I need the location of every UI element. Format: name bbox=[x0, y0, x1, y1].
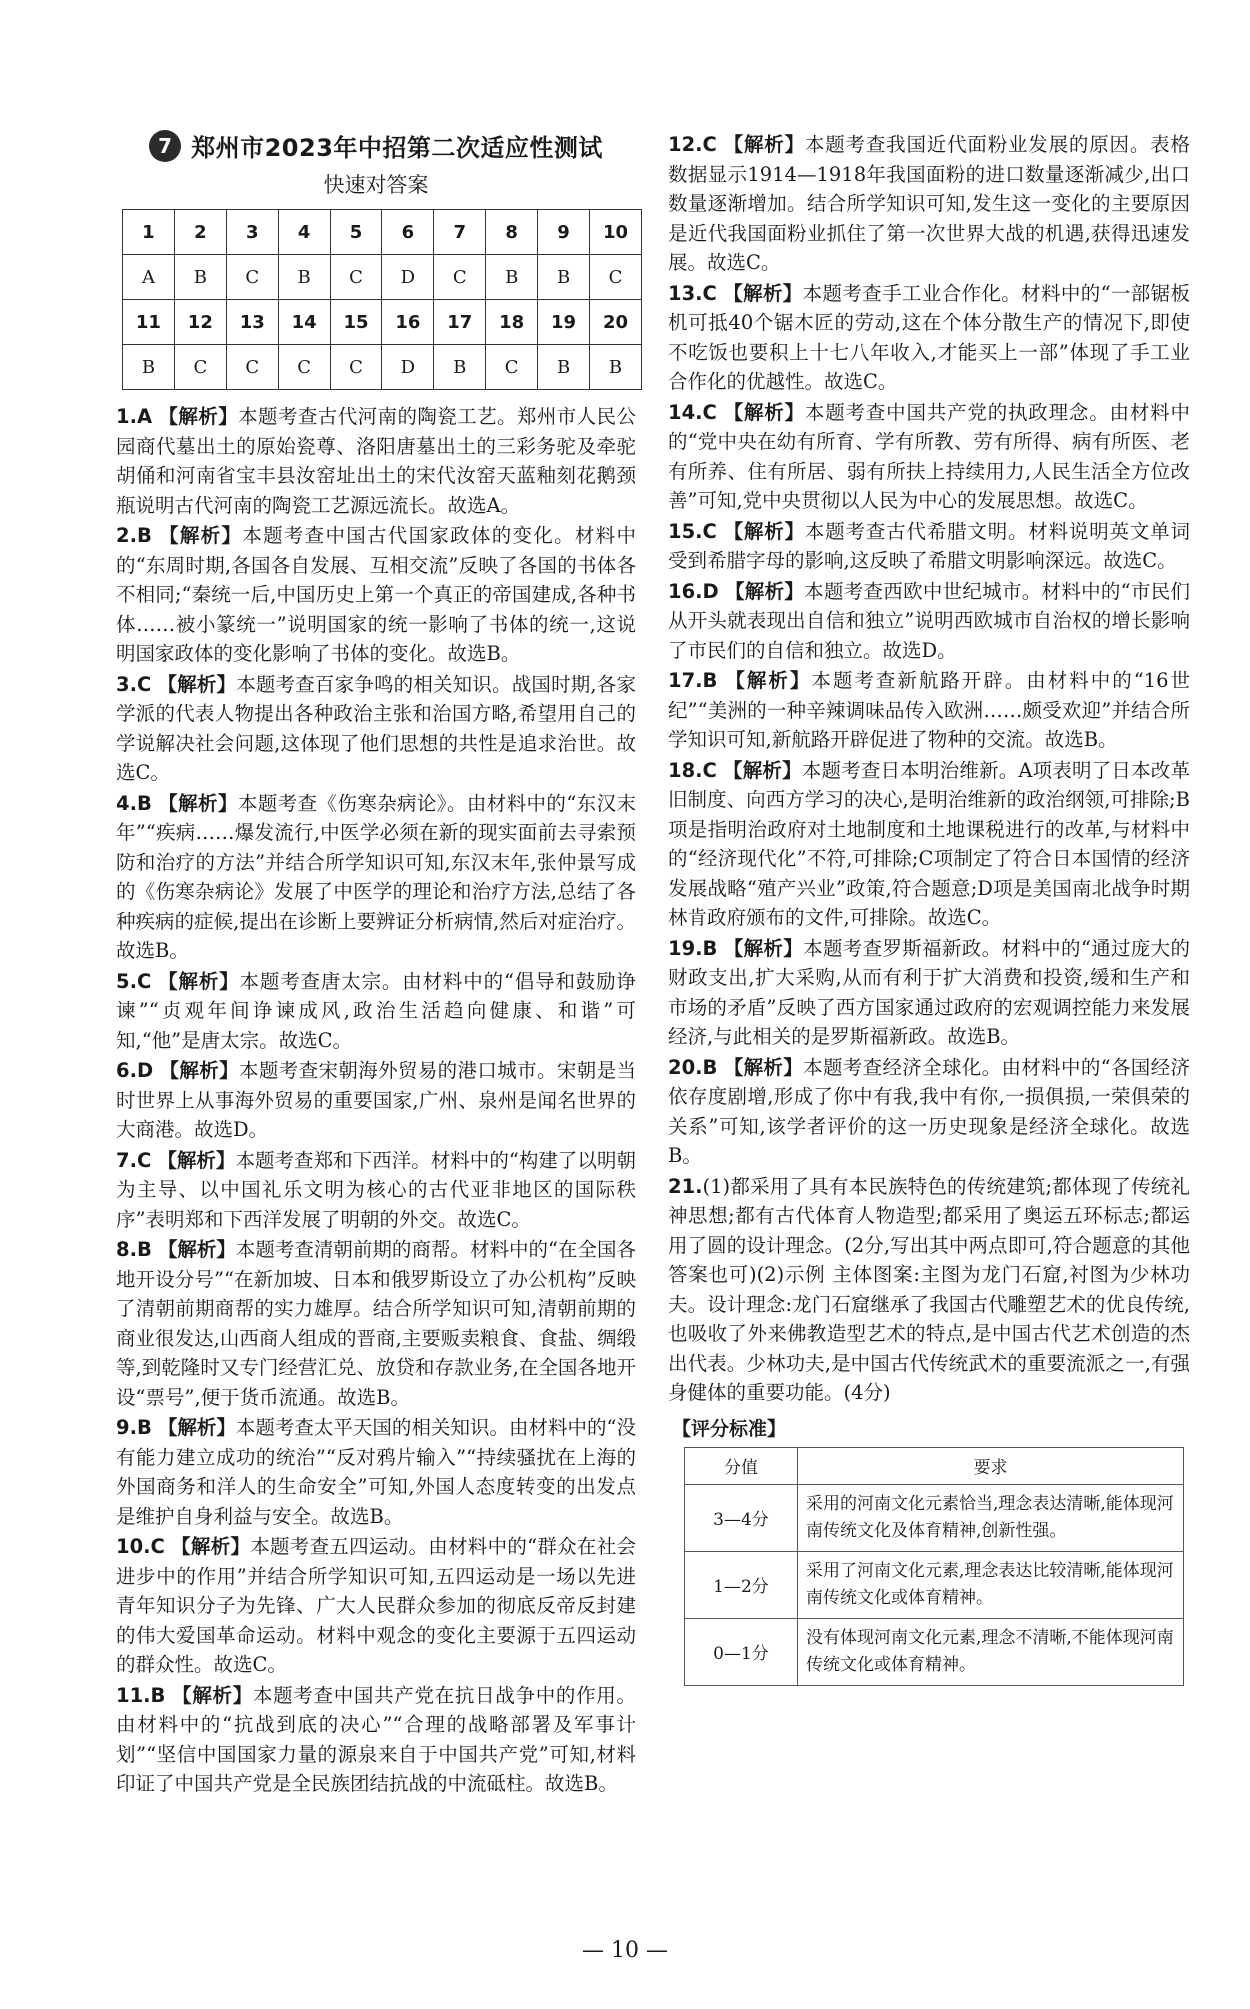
question-number-cell: 3 bbox=[226, 210, 278, 255]
answer-letter: B bbox=[150, 1683, 166, 1707]
analysis-tag: 【解析】 bbox=[157, 1416, 236, 1439]
answer-letter: C bbox=[702, 519, 717, 543]
question-number-cell: 8 bbox=[486, 210, 538, 255]
right-column bbox=[668, 130, 1190, 1686]
question-number-cell: 11 bbox=[123, 300, 175, 345]
answer-letter: C bbox=[150, 1535, 165, 1558]
answer-letter: C bbox=[136, 672, 152, 696]
answer-letter-row bbox=[123, 345, 642, 390]
page-subtitle: 快速对答案 bbox=[323, 173, 429, 197]
question-number: 13. bbox=[668, 281, 703, 305]
analysis-tag: 【解析】 bbox=[157, 791, 238, 815]
analysis-tag: 【解析】 bbox=[171, 1683, 253, 1707]
explanation-item bbox=[116, 1413, 636, 1531]
analysis-tag: 【解析】 bbox=[157, 1238, 236, 1261]
explanation-item bbox=[116, 402, 636, 520]
question-number-cell: 15 bbox=[330, 300, 382, 345]
answer-letter: B bbox=[136, 1416, 152, 1439]
answer-number-row bbox=[123, 300, 642, 345]
analysis-tag: 【解析】 bbox=[157, 672, 237, 696]
score-requirement: 采用了河南文化元素,理念表达比较清晰,能体现河南传统文化或体育精神。 bbox=[798, 1551, 1184, 1618]
analysis-tag: 【解析】 bbox=[722, 519, 805, 543]
answer-letter: C bbox=[702, 400, 717, 424]
question-number-cell: 2 bbox=[174, 210, 226, 255]
analysis-tag: 【解析】 bbox=[722, 281, 803, 305]
answer-cell: B bbox=[538, 255, 590, 300]
left-column bbox=[116, 128, 636, 1800]
answer-letter: B bbox=[702, 1055, 718, 1079]
question-number-cell: 9 bbox=[538, 210, 590, 255]
explanation-text: 本题考查宋朝海外贸易的港口城市。宋朝是当时世界上从事海外贸易的重要国家,广州、泉州是闻名世界的大商港。故选D。 bbox=[116, 1059, 636, 1141]
answer-cell: C bbox=[174, 345, 226, 390]
question-number: 7. bbox=[116, 1148, 137, 1172]
explanation-text: 本题考查清朝前期的商帮。材料中的“在全国各地开设分号”“在新加坡、日本和俄罗斯设立了办公机构”反映了清朝前期商帮的实力雄厚。结合所学知识可知,清朝前期的商业很发达,山西商人组成的晋商,主要贩卖粮食、食盐、绸缎等,到乾隆时又专门经营汇兑、放贷和存款业务,在全国各地开设“票号”,便于货币流通。故选B。 bbox=[116, 1238, 636, 1409]
score-requirement: 没有体现河南文化元素,理念不清晰,不能体现河南传统文化或体育精神。 bbox=[798, 1618, 1184, 1685]
question-number: 1. bbox=[116, 405, 137, 428]
question-number: 2. bbox=[116, 524, 137, 547]
question-number-cell: 18 bbox=[486, 300, 538, 345]
question-number: 4. bbox=[116, 791, 137, 815]
explanation-item bbox=[668, 666, 1190, 755]
question-number: 3. bbox=[116, 672, 137, 696]
answer-cell: D bbox=[382, 255, 434, 300]
question-number: 20. bbox=[668, 1055, 703, 1079]
analysis-tag: 【解析】 bbox=[722, 133, 805, 156]
analysis-tag: 【解析】 bbox=[723, 1055, 804, 1079]
explanation-text: 本题考查新航路开辟。由材料中的“16世纪”“美洲的一种辛辣调味品传入欧洲……颇受欢迎”并结合所学知识可知,新航路开辟促进了物种的交流。故选B。 bbox=[668, 669, 1190, 751]
explanation-item bbox=[668, 756, 1190, 933]
answer-cell: B bbox=[174, 255, 226, 300]
explanation-item bbox=[116, 1681, 636, 1799]
question-number-cell: 20 bbox=[590, 300, 642, 345]
explanation-text: 本题考查百家争鸣的相关知识。战国时期,各家学派的代表人物提出各种政治主张和治国方略,希望用自己的学说解决社会问题,这体现了他们思想的共性是追求治世。故选C。 bbox=[116, 672, 636, 784]
explanation-text: 本题考查《伤寒杂病论》。由材料中的“东汉末年”“疾病……爆发流行,中医学必须在新的现实面前去寻索预防和治疗的方法”并结合所学知识可知,东汉末年,张仲景写成的《伤寒杂病论》发展了中医学的理论和治疗方法,总结了各种疾病的症候,提出在诊断上要辨证分析病情,然后对症治疗。故选B。 bbox=[116, 791, 636, 962]
scoring-row bbox=[685, 1484, 1184, 1551]
answer-cell: B bbox=[434, 345, 486, 390]
answer-letter: D bbox=[136, 1059, 154, 1082]
answer-letter: B bbox=[702, 669, 718, 692]
explanations-right bbox=[668, 130, 1190, 1171]
explanation-item bbox=[116, 967, 636, 1056]
answer-cell: C bbox=[590, 255, 642, 300]
question-number: 10. bbox=[116, 1535, 151, 1558]
question-number: 6. bbox=[116, 1059, 137, 1082]
explanation-item bbox=[116, 1532, 636, 1680]
analysis-tag: 【解析】 bbox=[724, 579, 805, 603]
question-number-cell: 16 bbox=[382, 300, 434, 345]
answer-cell: C bbox=[278, 345, 330, 390]
answer-cell: B bbox=[123, 345, 175, 390]
requirement-column-header: 要求 bbox=[798, 1447, 1184, 1484]
explanation-item bbox=[116, 670, 636, 788]
answer-cell: D bbox=[382, 345, 434, 390]
explanation-text: 本题考查太平天国的相关知识。由材料中的“没有能力建立成功的统治”“反对鸦片输入”“持续骚扰在上海的外国商务和洋人的生命安全”可知,外国人态度转变的出发点是维护自身利益与安全。故选B。 bbox=[116, 1416, 636, 1528]
analysis-tag: 【解析】 bbox=[157, 969, 240, 993]
explanation-text: 本题考查西欧中世纪城市。材料中的“市民们从开头就表现出自信和独立”说明西欧城市自治权的增长影响了市民们的自信和独立。故选D。 bbox=[668, 579, 1190, 662]
score-range: 0—1分 bbox=[685, 1618, 798, 1685]
question-number: 19. bbox=[668, 936, 703, 960]
explanation-text: 本题考查罗斯福新政。材料中的“通过庞大的财政支出,扩大采购,从而有利于扩大消费和投资,缓和生产和市场的矛盾”反映了西方国家通过政府的宏观调控能力来发展经济,与此相关的是罗斯福新政。故选B。 bbox=[668, 936, 1190, 1048]
scoring-header-row bbox=[685, 1447, 1184, 1484]
analysis-tag: 【解析】 bbox=[157, 1148, 236, 1172]
question-text: (1)都采用了具有本民族特色的传统建筑;都体现了传统礼神思想;都有古代体育人物造型;都采用了奥运五环标志;都运用了圆的设计理念。(2分,写出其中两点即可,符合题意的其他答案也可)(2)示例 主体图案:主图为龙门石窟,衬图为少林功夫。设计理念:龙门石窟继承了我国古代雕塑艺术的优良传统,也吸收了外来佛教造型艺术的特点,是中国古代艺术创造的杰出代表。少林功夫,是中国古代传统武术的重要流派之一,有强身健体的重要功能。(4分) bbox=[668, 1174, 1190, 1404]
explanation-item bbox=[116, 1146, 636, 1235]
question-number: 8. bbox=[116, 1238, 137, 1261]
score-column-header: 分值 bbox=[685, 1447, 798, 1484]
answer-letter: C bbox=[702, 758, 717, 782]
answer-letter: B bbox=[136, 791, 152, 815]
explanation-text: 本题考查中国共产党的执政理念。由材料中的“党中央在幼有所育、学有所教、劳有所得、病有所医、老有所养、住有所居、弱有所扶上持续用力,人民生活全方位改善”可知,党中央贯彻以人民为中心的发展思想。故选C。 bbox=[668, 400, 1190, 512]
question-number-cell: 7 bbox=[434, 210, 486, 255]
explanation-item bbox=[668, 130, 1190, 278]
question-number-cell: 5 bbox=[330, 210, 382, 255]
explanation-item bbox=[116, 521, 636, 669]
answer-letter: B bbox=[136, 1238, 152, 1261]
question-number: 14. bbox=[668, 400, 703, 424]
answer-letter: A bbox=[136, 405, 153, 428]
scoring-row bbox=[685, 1618, 1184, 1685]
scoring-title: 【评分标准】 bbox=[672, 1417, 787, 1440]
analysis-tag: 【解析】 bbox=[722, 400, 805, 424]
page-title: 郑州市2023年中招第二次适应性测试 bbox=[191, 134, 603, 162]
answer-letter-row bbox=[123, 255, 642, 300]
explanation-item bbox=[116, 1056, 636, 1145]
question-number-cell: 4 bbox=[278, 210, 330, 255]
question-number-cell: 17 bbox=[434, 300, 486, 345]
question-21 bbox=[668, 1172, 1190, 1408]
number-badge: 7 bbox=[149, 130, 181, 162]
analysis-tag: 【解析】 bbox=[157, 524, 243, 547]
answer-cell: B bbox=[278, 255, 330, 300]
question-number: 17. bbox=[668, 669, 703, 692]
explanation-item bbox=[668, 1053, 1190, 1171]
answer-letter: C bbox=[702, 133, 717, 156]
explanations-left bbox=[116, 402, 636, 1799]
explanation-text: 本题考查郑和下西洋。材料中的“构建了以明朝为主导、以中国礼乐文明为核心的古代亚非地区的国际秩序”表明郑和下西洋发展了明朝的外交。故选C。 bbox=[116, 1148, 636, 1231]
question-number: 18. bbox=[668, 758, 703, 782]
explanation-item bbox=[668, 279, 1190, 397]
explanation-text: 本题考查古代希腊文明。材料说明英文单词受到希腊字母的影响,这反映了希腊文明影响深远。故选C。 bbox=[668, 519, 1190, 572]
answer-letter: C bbox=[702, 281, 717, 305]
answer-key-table bbox=[122, 209, 642, 390]
explanation-item bbox=[668, 517, 1190, 576]
answer-cell: C bbox=[434, 255, 486, 300]
analysis-tag: 【解析】 bbox=[170, 1535, 251, 1558]
scoring-row bbox=[685, 1551, 1184, 1618]
question-number-cell: 13 bbox=[226, 300, 278, 345]
explanation-item bbox=[116, 1235, 636, 1412]
answer-letter: C bbox=[136, 969, 152, 993]
explanation-item bbox=[116, 789, 636, 966]
answer-cell: C bbox=[486, 345, 538, 390]
answer-cell: C bbox=[330, 255, 382, 300]
analysis-tag: 【解析】 bbox=[723, 669, 812, 692]
question-number: 5. bbox=[116, 969, 137, 993]
page-number: — 10 — bbox=[582, 1938, 668, 1963]
question-number-cell: 6 bbox=[382, 210, 434, 255]
explanation-text: 本题考查手工业合作化。材料中的“一部锯板机可抵40个锯木匠的劳动,这在个体分散生产的情况下,即使不吃饭也要积上十七八年收入,才能买上一部”体现了手工业合作化的优越性。故选C。 bbox=[668, 281, 1190, 393]
question-number-cell: 10 bbox=[590, 210, 642, 255]
analysis-tag: 【解析】 bbox=[722, 758, 802, 782]
explanation-text: 本题考查经济全球化。由材料中的“各国经济依存度剧增,形成了你中有我,我中有你,一损俱损,一荣俱荣的关系”可知,该学者评价的这一历史现象是经济全球化。故选B。 bbox=[668, 1055, 1190, 1167]
question-number: 11. bbox=[116, 1683, 151, 1707]
score-range: 3—4分 bbox=[685, 1484, 798, 1551]
analysis-tag: 【解析】 bbox=[723, 936, 804, 960]
analysis-tag: 【解析】 bbox=[158, 405, 239, 428]
question-number-cell: 12 bbox=[174, 300, 226, 345]
score-range: 1—2分 bbox=[685, 1551, 798, 1618]
question-number: 12. bbox=[668, 133, 703, 156]
explanation-text: 本题考查日本明治维新。A项表明了日本改革旧制度、向西方学习的决心,是明治维新的政治纲领,可排除;B项是指明治政府对土地制度和土地课税进行的改革,与材料中的“经济现代化”不符,可排除;C项制定了符合日本国情的经济发展战略“殖产兴业”政策,符合题意;D项是美国南北战争时期林肯政府颁布的文件,可排除。故选C。 bbox=[668, 758, 1190, 929]
answer-cell: C bbox=[226, 345, 278, 390]
analysis-tag: 【解析】 bbox=[159, 1059, 240, 1082]
explanation-item bbox=[668, 934, 1190, 1052]
answer-cell: C bbox=[226, 255, 278, 300]
question-number: 9. bbox=[116, 1416, 137, 1439]
explanation-text: 本题考查中国共产党在抗日战争中的作用。由材料中的“抗战到底的决心”“合理的战略部署及军事计划”“坚信中国国家力量的源泉来自于中国共产党”可知,材料印证了中国共产党是全民族团结抗战的中流砥柱。故选B。 bbox=[116, 1683, 636, 1795]
answer-letter: B bbox=[136, 524, 152, 547]
scoring-table bbox=[684, 1447, 1184, 1686]
answer-letter: D bbox=[702, 579, 719, 603]
answer-letter: C bbox=[136, 1148, 152, 1172]
explanation-text: 本题考查中国古代国家政体的变化。材料中的“东周时期,各国各自发展、互相交流”反映了各国的书体各不相同;“秦统一后,中国历史上第一个真正的帝国建成,各种书体……被小篆统一”说明国家的统一影响了书体的统一,这说明国家政体的变化影响了书体的变化。故选B。 bbox=[116, 524, 636, 665]
question-number-cell: 14 bbox=[278, 300, 330, 345]
test-title bbox=[116, 128, 636, 163]
answer-cell: B bbox=[538, 345, 590, 390]
question-number: 21. bbox=[668, 1174, 703, 1198]
answer-number-row bbox=[123, 210, 642, 255]
explanation-text: 本题考查我国近代面粉业发展的原因。表格数据显示1914—1918年我国面粉的进口数量逐渐减少,出口数量逐渐增加。结合所学知识可知,发生这一变化的主要原因是近代我国面粉业抓住了第一次世界大战的机遇,获得迅速发展。故选C。 bbox=[668, 133, 1190, 274]
score-requirement: 采用的河南文化元素恰当,理念表达清晰,能体现河南传统文化及体育精神,创新性强。 bbox=[798, 1484, 1184, 1551]
answer-cell: B bbox=[590, 345, 642, 390]
question-number-cell: 1 bbox=[123, 210, 175, 255]
explanation-text: 本题考查唐太宗。由材料中的“倡导和鼓励诤谏”“贞观年间诤谏成风,政治生活趋向健康、和谐”可知,“他”是唐太宗。故选C。 bbox=[116, 969, 636, 1052]
question-number: 15. bbox=[668, 519, 703, 543]
answer-cell: B bbox=[486, 255, 538, 300]
explanation-item bbox=[668, 398, 1190, 516]
explanation-item bbox=[668, 577, 1190, 666]
question-number-cell: 19 bbox=[538, 300, 590, 345]
explanation-text: 本题考查五四运动。由材料中的“群众在社会进步中的作用”并结合所学知识可知,五四运动是一场以先进青年知识分子为先锋、广大人民群众参加的彻底反帝反封建的伟大爱国革命运动。材料中观念的变化主要源于五四运动的群众性。故选C。 bbox=[116, 1535, 636, 1676]
question-number: 16. bbox=[668, 579, 703, 603]
answer-cell: A bbox=[123, 255, 175, 300]
answer-letter: B bbox=[702, 936, 718, 960]
explanation-text: 本题考查古代河南的陶瓷工艺。郑州市人民公园商代墓出土的原始瓷尊、洛阳唐墓出土的三彩务驼及牵驼胡俑和河南省宝丰县汝窑址出土的宋代汝窑天蓝釉刻花鹅颈瓶说明古代河南的陶瓷工艺源远流长。故选A。 bbox=[116, 405, 636, 517]
answer-cell: C bbox=[330, 345, 382, 390]
